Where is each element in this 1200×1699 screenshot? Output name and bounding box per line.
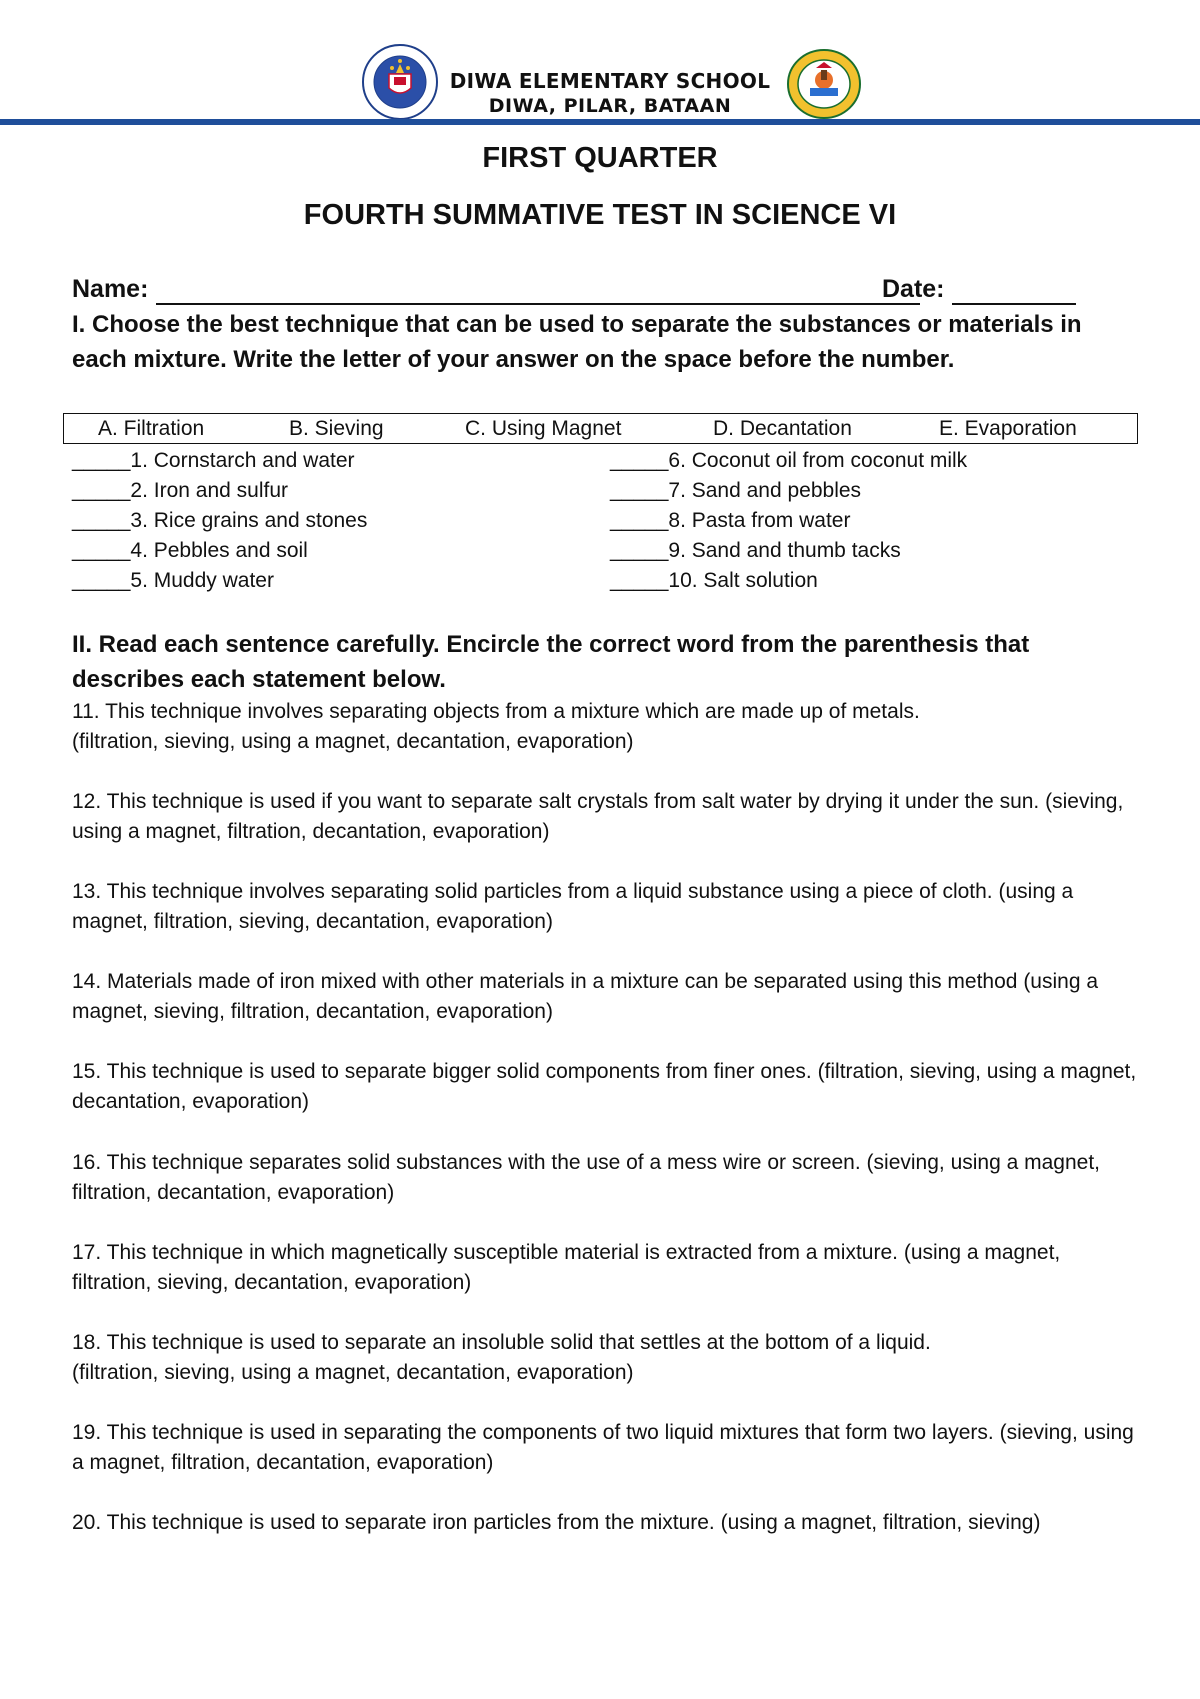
item-8[interactable]: _____8. Pasta from water (610, 509, 851, 532)
test-title: FOURTH SUMMATIVE TEST IN SCIENCE VI (303, 199, 897, 231)
item-3[interactable]: _____3. Rice grains and stones (72, 509, 368, 532)
question-options[interactable]: (sieving, using a magnet, filtration, decantation, evaporation) (72, 1151, 1101, 1204)
item-10[interactable]: _____10. Salt solution (610, 569, 818, 592)
question-options[interactable]: (using a magnet, filtration, sieving, decantation, evaporation) (72, 880, 1074, 933)
name-blank-line[interactable] (156, 303, 920, 305)
item-4[interactable]: _____4. Pebbles and soil (72, 539, 308, 562)
question-statement: 13. This technique involves separating solid particles from a liquid substance using a piece of cloth. (72, 880, 993, 903)
question-options[interactable]: (using a magnet, filtration, sieving, decantation, evaporation) (72, 1241, 1061, 1294)
date-label: Date: (882, 275, 945, 303)
question-20 (72, 1508, 1142, 1538)
question-13 (72, 877, 1142, 937)
choice-c: C. Using Magnet (465, 417, 622, 440)
question-14 (72, 967, 1142, 1027)
question-statement: 15. This technique is used to separate bigger solid components from finer ones. (72, 1060, 812, 1083)
part1-instruction: I. Choose the best technique that can be used to separate the substances or materials in each mixture. Write the letter of your answer on the space before the number. (72, 311, 1082, 373)
question-options[interactable]: (sieving, using a magnet, filtration, decantation, evaporation) (72, 790, 1124, 843)
quarter-title: FIRST QUARTER (482, 142, 718, 174)
item-9[interactable]: _____9. Sand and thumb tacks (610, 539, 901, 562)
question-statement: 20. This technique is used to separate iron particles from the mixture. (72, 1511, 715, 1534)
school-address: DIWA, PILAR, BATAAN (488, 95, 732, 117)
list-item (72, 476, 1152, 506)
question-statement: 18. This technique is used to separate an insoluble solid that settles at the bottom of a liquid. (72, 1331, 931, 1354)
list-item (72, 446, 1152, 476)
question-statement: 17. This technique in which magnetically susceptible material is extracted from a mixture. (72, 1241, 898, 1264)
question-statement: 14. Materials made of iron mixed with other materials in a mixture can be separated using this method (72, 970, 1018, 993)
list-item (72, 566, 1152, 596)
choice-b: B. Sieving (289, 417, 384, 440)
choice-e: E. Evaporation (939, 417, 1077, 440)
question-11 (72, 697, 1142, 757)
list-item (72, 536, 1152, 566)
question-statement: 12. This technique is used if you want to separate salt crystals from salt water by drying it under the sun. (72, 790, 1040, 813)
choice-a: A. Filtration (98, 417, 205, 440)
date-blank-line[interactable] (952, 303, 1076, 305)
question-18 (72, 1328, 1142, 1388)
item-2[interactable]: _____2. Iron and sulfur (72, 479, 288, 502)
choices-box (63, 413, 1138, 444)
question-statement: 11. This technique involves separating objects from a mixture which are made up of metals. (72, 700, 920, 723)
question-options[interactable]: (using a magnet, sieving, filtration, decantation, evaporation) (72, 970, 1099, 1023)
part1-items (72, 446, 1152, 596)
name-date-row (72, 275, 1132, 309)
item-5[interactable]: _____5. Muddy water (72, 569, 274, 592)
question-15 (72, 1057, 1142, 1117)
question-options[interactable]: (filtration, sieving, using a magnet, decantation, evaporation) (72, 1361, 634, 1384)
part2-instruction: II. Read each sentence carefully. Encircle the correct word from the parenthesis that describes each statement below. (72, 631, 1030, 693)
question-options[interactable]: (filtration, sieving, using a magnet, decantation, evaporation) (72, 1060, 1137, 1113)
choice-d: D. Decantation (713, 417, 852, 440)
question-options[interactable]: (filtration, sieving, using a magnet, decantation, evaporation) (72, 730, 634, 753)
question-statement: 19. This technique is used in separating the components of two liquid mixtures that form two layers. (72, 1421, 994, 1444)
question-options[interactable]: (sieving, using a magnet, filtration, decantation, evaporation) (72, 1421, 1134, 1474)
name-label: Name: (72, 275, 149, 303)
list-item (72, 506, 1152, 536)
item-7[interactable]: _____7. Sand and pebbles (610, 479, 862, 502)
question-17 (72, 1238, 1142, 1298)
document-header (0, 0, 1200, 130)
question-statement: 16. This technique separates solid substances with the use of a mess wire or screen. (72, 1151, 861, 1174)
question-16 (72, 1148, 1142, 1208)
question-12 (72, 787, 1142, 847)
header-divider (0, 119, 1200, 125)
item-1[interactable]: _____1. Cornstarch and water (72, 449, 355, 472)
question-options[interactable]: (using a magnet, filtration, sieving) (720, 1511, 1041, 1534)
item-6[interactable]: _____6. Coconut oil from coconut milk (610, 449, 968, 472)
school-name: DIWA ELEMENTARY SCHOOL (449, 69, 771, 93)
deped-seal-icon (362, 44, 438, 120)
school-seal-icon (786, 48, 862, 120)
question-19 (72, 1418, 1142, 1478)
